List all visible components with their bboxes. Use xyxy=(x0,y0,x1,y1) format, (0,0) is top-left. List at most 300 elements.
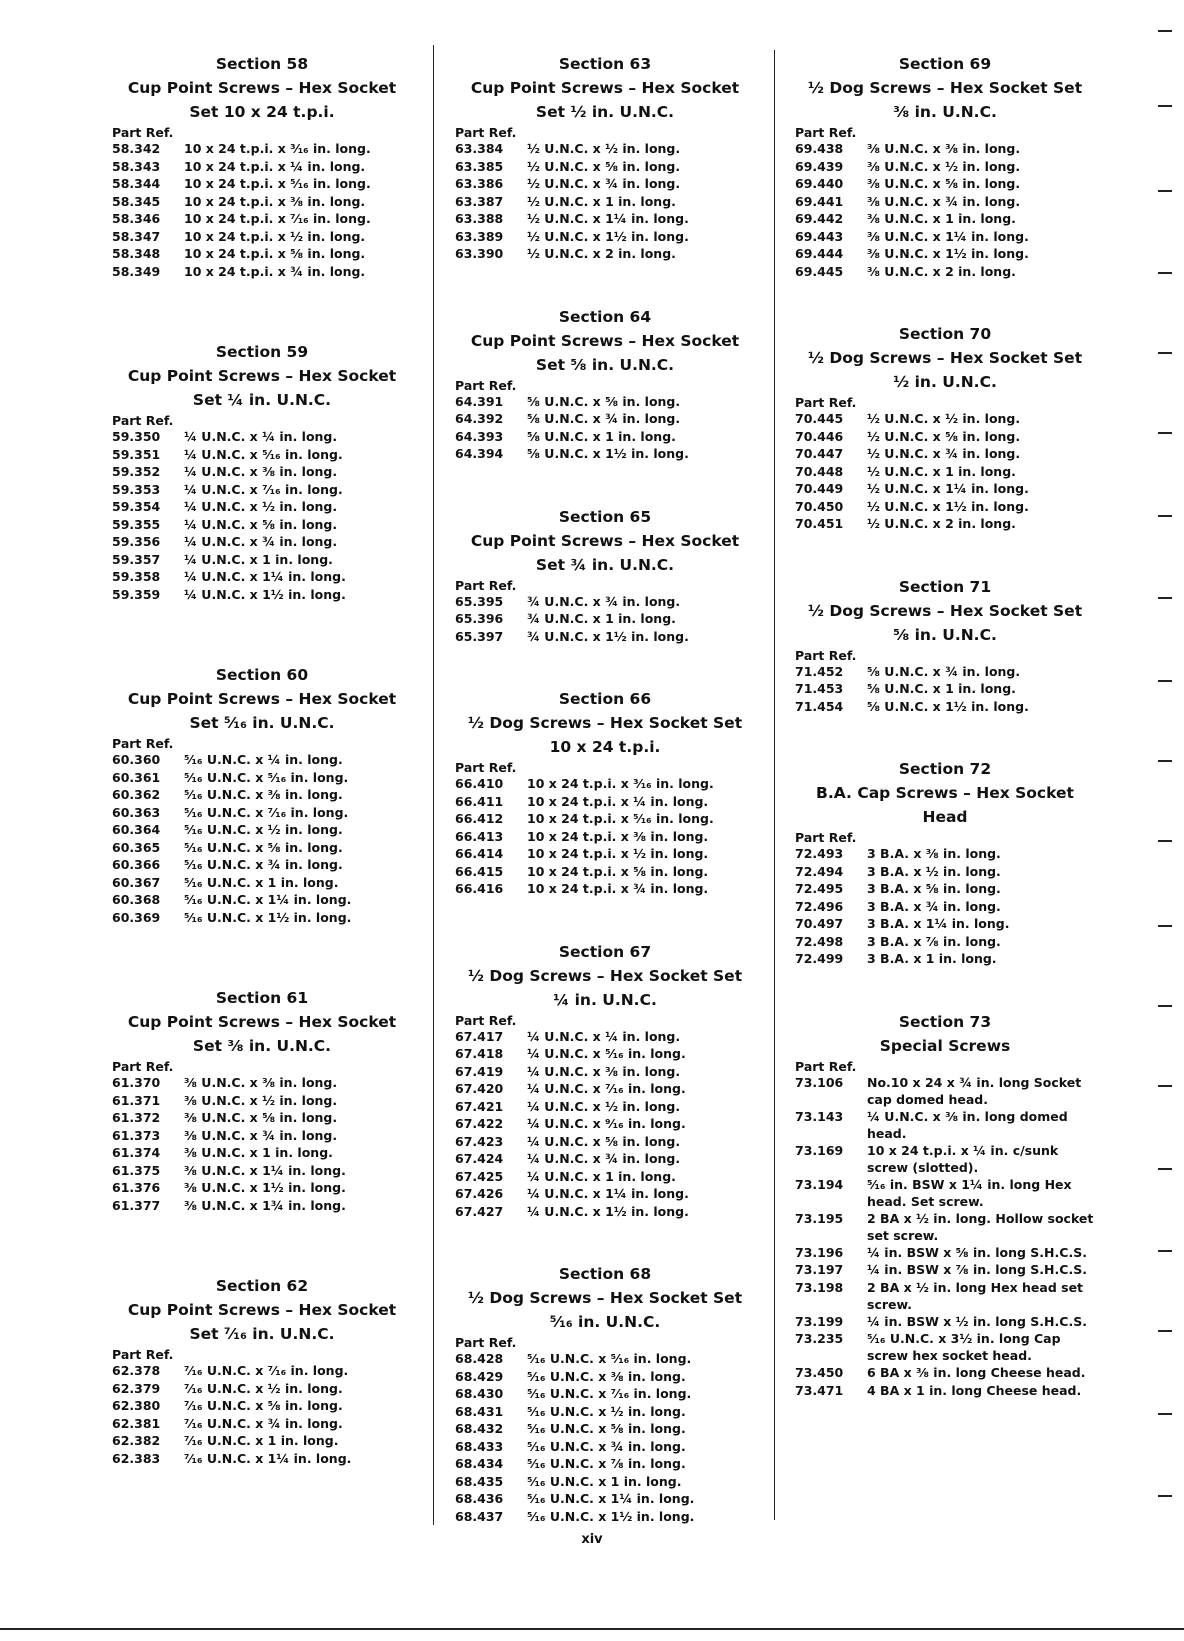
section xyxy=(795,575,1095,716)
part-description: 10 x 24 t.p.i. x ½ in. long. xyxy=(527,846,709,861)
part-ref: 67.422 xyxy=(455,1116,504,1131)
part-row xyxy=(112,1450,412,1468)
section-title-line: Cup Point Screws – Hex Socket xyxy=(470,79,740,97)
part-ref: 69.438 xyxy=(795,141,844,156)
part-description: ⅜ U.N.C. x 1 in. long. xyxy=(184,1145,333,1160)
part-ref: 71.454 xyxy=(795,698,844,714)
part-row xyxy=(795,1074,1095,1108)
part-description: ¼ U.N.C. x 1 in. long. xyxy=(184,551,333,567)
part-ref-label: Part Ref. xyxy=(455,1335,517,1350)
part-description: ⁵⁄₁₆ U.N.C. x ⅜ in. long. xyxy=(527,1368,686,1384)
margin-tick xyxy=(1158,1495,1172,1497)
part-description: 10 x 24 t.p.i. x ¾ in. long. xyxy=(184,263,366,279)
section-title-line: Cup Point Screws – Hex Socket xyxy=(127,1013,397,1031)
part-description: ⁵⁄₁₆ U.N.C. x ½ in. long. xyxy=(527,1403,686,1419)
section-number: Section 69 xyxy=(898,55,992,73)
section-gap xyxy=(112,603,412,661)
part-row xyxy=(455,1490,755,1508)
part-row xyxy=(455,140,755,158)
part-ref-label: Part Ref. xyxy=(455,577,517,593)
part-row xyxy=(112,210,412,228)
part-row xyxy=(795,845,1095,863)
part-description: ¼ U.N.C. x ⁷⁄₁₆ in. long. xyxy=(527,1081,686,1096)
part-row xyxy=(795,480,1095,498)
section-title-line: Set ⁵⁄₁₆ in. U.N.C. xyxy=(189,714,335,732)
part-ref-label: Part Ref. xyxy=(795,647,857,663)
margin-tick xyxy=(1158,1250,1172,1252)
part-ref: 70.446 xyxy=(795,428,844,444)
part-description: ⁵⁄₁₆ in. BSW x 1¼ in. long Hex head. Set screw. xyxy=(867,1176,1072,1209)
margin-tick xyxy=(1158,1085,1172,1087)
part-ref: 58.349 xyxy=(112,263,161,279)
part-description: ¼ U.N.C. x 1¼ in. long. xyxy=(527,1186,689,1201)
part-row xyxy=(455,228,755,246)
part-row xyxy=(112,463,412,481)
part-ref: 61.372 xyxy=(112,1110,161,1125)
part-row xyxy=(795,1261,1095,1279)
part-description: ¼ in. BSW x ½ in. long S.H.C.S. xyxy=(867,1313,1087,1329)
section xyxy=(112,1274,412,1467)
part-ref: 68.437 xyxy=(455,1508,504,1524)
part-ref: 67.426 xyxy=(455,1186,504,1201)
part-ref: 67.425 xyxy=(455,1168,504,1184)
part-row xyxy=(795,245,1095,263)
part-description: ¼ in. BSW x ⅞ in. long S.H.C.S. xyxy=(867,1262,1087,1277)
part-row xyxy=(455,1438,755,1456)
part-description: ½ U.N.C. x ⅝ in. long. xyxy=(527,158,681,174)
part-row xyxy=(795,1330,1095,1364)
section xyxy=(455,1262,755,1525)
part-row xyxy=(795,933,1095,951)
part-ref-label: Part Ref. xyxy=(112,1059,174,1074)
part-ref: 73.195 xyxy=(795,1210,844,1226)
part-row xyxy=(112,769,412,787)
part-row xyxy=(455,863,755,881)
part-ref: 63.384 xyxy=(455,141,504,156)
part-ref: 66.416 xyxy=(455,881,504,896)
part-ref: 60.366 xyxy=(112,857,161,872)
margin-tick xyxy=(1158,432,1172,434)
part-row xyxy=(795,915,1095,933)
part-ref: 69.439 xyxy=(795,158,844,174)
part-description: ⅜ U.N.C. x 1½ in. long. xyxy=(867,246,1029,261)
part-row xyxy=(112,140,412,158)
part-description: ⅝ U.N.C. x 1½ in. long. xyxy=(527,446,689,461)
margin-tick xyxy=(1158,680,1172,682)
part-description: ⁵⁄₁₆ U.N.C. x 1½ in. long. xyxy=(184,909,352,925)
part-row xyxy=(455,1420,755,1438)
part-row xyxy=(112,175,412,193)
section-gap xyxy=(795,280,1095,320)
section-gap xyxy=(112,1214,412,1272)
part-ref: 61.373 xyxy=(112,1127,161,1143)
part-description: ¼ in. BSW x ⅝ in. long S.H.C.S. xyxy=(867,1244,1087,1260)
part-row xyxy=(455,1473,755,1491)
part-ref: 72.494 xyxy=(795,863,844,879)
part-description: ⁵⁄₁₆ U.N.C. x 1 in. long. xyxy=(184,874,339,890)
part-ref: 61.377 xyxy=(112,1197,161,1213)
part-description: ⁷⁄₁₆ U.N.C. x 1 in. long. xyxy=(184,1433,339,1448)
part-ref: 68.428 xyxy=(455,1351,504,1366)
part-ref: 65.395 xyxy=(455,593,504,609)
part-row xyxy=(455,610,755,628)
part-ref: 69.443 xyxy=(795,228,844,244)
part-description: 10 x 24 t.p.i. x ³⁄₁₆ in. long. xyxy=(184,141,371,156)
part-ref: 59.358 xyxy=(112,569,161,584)
part-row xyxy=(455,1150,755,1168)
part-row xyxy=(795,263,1095,281)
part-row xyxy=(455,1063,755,1081)
section-title-line: ¼ in. U.N.C. xyxy=(553,990,657,1009)
part-ref: 62.381 xyxy=(112,1415,161,1431)
part-ref: 68.430 xyxy=(455,1386,504,1401)
part-row xyxy=(455,1098,755,1116)
part-ref: 59.353 xyxy=(112,481,161,497)
part-ref: 63.390 xyxy=(455,246,504,261)
section-number: Section 58 xyxy=(215,55,309,73)
part-ref: 58.346 xyxy=(112,211,161,226)
part-row xyxy=(112,533,412,551)
part-row xyxy=(455,445,755,463)
part-ref: 72.496 xyxy=(795,898,844,914)
part-row xyxy=(112,228,412,246)
part-ref-label: Part Ref. xyxy=(112,736,174,751)
section-number: Section 70 xyxy=(898,325,992,343)
part-ref: 67.417 xyxy=(455,1028,504,1044)
part-ref: 68.429 xyxy=(455,1368,504,1384)
part-row xyxy=(112,586,412,604)
section xyxy=(112,340,412,603)
part-description: ⁵⁄₁₆ U.N.C. x ⁵⁄₁₆ in. long. xyxy=(184,769,349,785)
part-row xyxy=(795,898,1095,916)
section xyxy=(455,52,755,263)
part-description: 3 B.A. x ½ in. long. xyxy=(867,863,1001,879)
part-description: 3 B.A. x 1¼ in. long. xyxy=(867,916,1010,931)
part-description: 2 BA x ½ in. long Hex head set screw. xyxy=(867,1279,1084,1312)
part-ref-label: Part Ref. xyxy=(795,830,857,845)
part-description: 10 x 24 t.p.i. x ⁷⁄₁₆ in. long. xyxy=(184,211,371,226)
part-ref: 60.365 xyxy=(112,839,161,855)
part-description: ⅜ U.N.C. x ½ in. long. xyxy=(867,158,1021,174)
part-ref: 62.379 xyxy=(112,1380,161,1396)
section-title-line: ½ Dog Screws – Hex Socket Set xyxy=(807,349,1083,367)
section-number: Section 64 xyxy=(558,307,652,326)
part-ref: 61.374 xyxy=(112,1145,161,1160)
section-title-line: Cup Point Screws – Hex Socket xyxy=(127,367,397,385)
column-3 xyxy=(795,50,1095,1399)
part-ref: 63.388 xyxy=(455,211,504,226)
section-title-line: ⅜ in. U.N.C. xyxy=(893,103,997,121)
margin-tick xyxy=(1158,1168,1172,1170)
section-gap xyxy=(455,463,755,503)
part-ref: 59.359 xyxy=(112,586,161,602)
part-ref: 69.444 xyxy=(795,246,844,261)
part-ref: 65.397 xyxy=(455,628,504,644)
part-ref: 64.391 xyxy=(455,393,504,409)
part-row xyxy=(112,1074,412,1092)
part-description: 10 x 24 t.p.i. x ½ in. long. xyxy=(184,228,366,244)
margin-tick xyxy=(1158,1005,1172,1007)
part-description: ¼ U.N.C. x 1½ in. long. xyxy=(527,1203,689,1219)
margin-tick xyxy=(1158,105,1172,107)
part-description: ½ U.N.C. x 1 in. long. xyxy=(527,193,676,209)
part-row xyxy=(795,410,1095,428)
part-row xyxy=(455,1133,755,1151)
part-ref: 66.414 xyxy=(455,846,504,861)
section xyxy=(795,757,1095,968)
part-ref: 68.432 xyxy=(455,1421,504,1436)
part-row xyxy=(795,193,1095,211)
part-ref: 62.383 xyxy=(112,1450,161,1466)
part-ref: 70.448 xyxy=(795,463,844,479)
part-ref-label: Part Ref. xyxy=(112,1347,174,1362)
margin-tick xyxy=(1158,760,1172,762)
part-ref-label: Part Ref. xyxy=(795,395,857,410)
section xyxy=(112,663,412,926)
part-description: ⁵⁄₁₆ U.N.C. x ¼ in. long. xyxy=(184,752,343,767)
part-ref: 70.449 xyxy=(795,481,844,496)
section-title-line: ½ Dog Screws – Hex Socket Set xyxy=(467,714,743,732)
column-2 xyxy=(455,50,755,1525)
part-description: ⅝ U.N.C. x ⅝ in. long. xyxy=(527,393,681,409)
part-row xyxy=(112,481,412,499)
part-ref: 68.433 xyxy=(455,1438,504,1454)
part-description: ⅝ U.N.C. x 1½ in. long. xyxy=(867,698,1029,714)
part-ref: 62.378 xyxy=(112,1363,161,1378)
section xyxy=(455,687,755,898)
part-row xyxy=(112,821,412,839)
part-description: ¼ U.N.C. x ⁹⁄₁₆ in. long. xyxy=(527,1116,686,1131)
part-row xyxy=(455,845,755,863)
part-description: ¼ U.N.C. x ⅝ in. long. xyxy=(527,1133,681,1149)
part-description: ½ U.N.C. x 1¼ in. long. xyxy=(867,481,1029,496)
part-ref: 60.362 xyxy=(112,787,161,802)
part-row xyxy=(795,228,1095,246)
part-description: ⁷⁄₁₆ U.N.C. x ¾ in. long. xyxy=(184,1415,343,1431)
part-description: ⁵⁄₁₆ U.N.C. x 1 in. long. xyxy=(527,1473,682,1489)
part-row xyxy=(112,1127,412,1145)
part-ref: 58.342 xyxy=(112,141,161,156)
part-row xyxy=(795,1176,1095,1210)
part-description: ½ U.N.C. x ¾ in. long. xyxy=(867,446,1021,461)
part-row xyxy=(455,828,755,846)
part-ref: 70.445 xyxy=(795,411,844,426)
part-ref: 73.197 xyxy=(795,1262,844,1277)
part-description: ⅜ U.N.C. x 1¼ in. long. xyxy=(867,228,1029,244)
part-row xyxy=(112,245,412,263)
part-description: 10 x 24 t.p.i. x ⅝ in. long. xyxy=(527,863,709,879)
part-description: ⁵⁄₁₆ U.N.C. x ⁷⁄₁₆ in. long. xyxy=(184,804,349,820)
part-description: 4 BA x 1 in. long Cheese head. xyxy=(867,1382,1082,1398)
part-row xyxy=(795,498,1095,516)
section-gap xyxy=(795,968,1095,1008)
part-description: ⁵⁄₁₆ U.N.C. x 1½ in. long. xyxy=(527,1508,695,1524)
section-number: Section 66 xyxy=(558,690,652,708)
part-description: ⅝ U.N.C. x ¾ in. long. xyxy=(867,663,1021,679)
part-ref: 72.499 xyxy=(795,951,844,966)
part-description: ½ U.N.C. x 1 in. long. xyxy=(867,463,1016,479)
part-row xyxy=(112,1179,412,1197)
part-row xyxy=(795,428,1095,446)
part-row xyxy=(795,1364,1095,1382)
margin-tick xyxy=(1158,190,1172,192)
part-ref: 71.452 xyxy=(795,663,844,679)
part-description: 3 B.A. x ⅞ in. long. xyxy=(867,933,1001,949)
part-row xyxy=(455,193,755,211)
part-ref: 70.497 xyxy=(795,916,844,931)
part-description: 10 x 24 t.p.i. x ⅝ in. long. xyxy=(184,246,366,261)
page-number: xiv xyxy=(581,1532,603,1547)
section-number: Section 67 xyxy=(558,942,652,961)
part-ref: 61.376 xyxy=(112,1180,161,1195)
part-ref: 73.450 xyxy=(795,1365,844,1380)
part-description: ¼ U.N.C. x ⅝ in. long. xyxy=(184,516,338,532)
margin-tick xyxy=(1158,1330,1172,1332)
part-ref-label: Part Ref. xyxy=(795,1058,857,1074)
section-number: Section 73 xyxy=(898,1012,992,1031)
part-row xyxy=(112,498,412,516)
part-ref: 58.347 xyxy=(112,228,161,244)
part-ref: 73.143 xyxy=(795,1108,844,1124)
part-ref: 59.356 xyxy=(112,534,161,549)
part-ref: 67.418 xyxy=(455,1046,504,1061)
part-row xyxy=(112,839,412,857)
part-description: ½ U.N.C. x ⅝ in. long. xyxy=(867,428,1021,444)
part-description: ⁷⁄₁₆ U.N.C. x ⅝ in. long. xyxy=(184,1398,343,1413)
part-description: ¼ U.N.C. x ⁵⁄₁₆ in. long. xyxy=(184,446,343,462)
part-row xyxy=(112,193,412,211)
part-row xyxy=(455,810,755,828)
section-number: Section 68 xyxy=(558,1265,652,1283)
part-description: ¼ U.N.C. x ⅜ in. long. xyxy=(184,464,338,479)
section-gap xyxy=(455,645,755,685)
part-description: 3 B.A. x 1 in. long. xyxy=(867,951,997,966)
part-description: ⅜ U.N.C. x ⅝ in. long. xyxy=(184,1110,338,1125)
part-row xyxy=(455,775,755,793)
part-row xyxy=(795,515,1095,533)
section-gap xyxy=(795,533,1095,573)
section-title-line: ½ Dog Screws – Hex Socket Set xyxy=(467,966,743,985)
part-ref-label: Part Ref. xyxy=(112,125,174,140)
part-row xyxy=(795,1279,1095,1313)
part-description: ¾ U.N.C. x 1½ in. long. xyxy=(527,628,689,644)
part-ref: 64.394 xyxy=(455,446,504,461)
part-description: ⅜ U.N.C. x ¾ in. long. xyxy=(184,1127,338,1143)
section-gap xyxy=(112,926,412,984)
part-row xyxy=(455,1045,755,1063)
bottom-rule xyxy=(0,1628,1184,1630)
part-description: 10 x 24 t.p.i. x ³⁄₁₆ in. long. xyxy=(527,776,714,791)
part-row xyxy=(795,663,1095,681)
part-ref: 60.369 xyxy=(112,909,161,925)
part-row xyxy=(795,863,1095,881)
part-description: ¾ U.N.C. x 1 in. long. xyxy=(527,611,676,626)
part-description: ¼ U.N.C. x ¼ in. long. xyxy=(527,1028,681,1044)
part-row xyxy=(455,1350,755,1368)
section-title-line: ⁵⁄₁₆ in. U.N.C. xyxy=(549,1313,661,1331)
margin-tick xyxy=(1158,352,1172,354)
part-description: ⅜ U.N.C. x ¾ in. long. xyxy=(867,193,1021,209)
part-description: 10 x 24 t.p.i. x ⅜ in. long. xyxy=(184,193,366,209)
section-gap xyxy=(455,898,755,938)
part-ref: 64.393 xyxy=(455,428,504,444)
part-ref: 72.495 xyxy=(795,881,844,896)
part-description: ¼ U.N.C. x 1 in. long. xyxy=(527,1168,676,1184)
part-ref: 63.385 xyxy=(455,158,504,174)
part-description: ⅝ U.N.C. x 1 in. long. xyxy=(527,428,676,444)
part-description: ½ U.N.C. x 2 in. long. xyxy=(867,516,1016,531)
part-ref: 59.354 xyxy=(112,499,161,514)
part-ref: 68.434 xyxy=(455,1456,504,1471)
part-row xyxy=(795,950,1095,968)
part-ref: 64.392 xyxy=(455,411,504,426)
part-ref: 73.169 xyxy=(795,1142,844,1158)
section-gap xyxy=(455,263,755,303)
part-row xyxy=(795,1313,1095,1331)
part-ref: 66.412 xyxy=(455,811,504,826)
part-ref: 58.345 xyxy=(112,193,161,209)
part-ref-label: Part Ref. xyxy=(795,125,857,140)
part-ref: 58.343 xyxy=(112,158,161,174)
part-ref: 73.235 xyxy=(795,1331,844,1346)
section-number: Section 72 xyxy=(898,760,992,778)
part-ref: 72.498 xyxy=(795,933,844,949)
part-row xyxy=(795,1108,1095,1142)
part-description: ⁵⁄₁₆ U.N.C. x ⁷⁄₁₆ in. long. xyxy=(527,1386,692,1401)
part-description: ⁵⁄₁₆ U.N.C. x ½ in. long. xyxy=(184,822,343,837)
part-ref: 67.427 xyxy=(455,1203,504,1219)
margin-tick xyxy=(1158,840,1172,842)
part-row xyxy=(795,210,1095,228)
part-row xyxy=(455,880,755,898)
part-description: ⁵⁄₁₆ U.N.C. x 1¼ in. long. xyxy=(184,892,352,907)
part-row xyxy=(455,1508,755,1526)
section-title-line: Head xyxy=(922,808,968,826)
part-row xyxy=(112,856,412,874)
part-ref: 59.352 xyxy=(112,464,161,479)
part-row xyxy=(112,1397,412,1415)
part-row xyxy=(112,1362,412,1380)
part-ref: 67.419 xyxy=(455,1063,504,1079)
section-number: Section 65 xyxy=(558,507,652,526)
part-ref: 59.350 xyxy=(112,429,161,444)
part-row xyxy=(455,1203,755,1221)
part-description: ¼ U.N.C. x ¾ in. long. xyxy=(527,1151,681,1166)
part-description: ⁵⁄₁₆ U.N.C. x ⁵⁄₁₆ in. long. xyxy=(527,1351,692,1366)
part-description: ½ U.N.C. x 1¼ in. long. xyxy=(527,211,689,226)
part-description: ⅜ U.N.C. x 1½ in. long. xyxy=(184,1180,346,1195)
section-title-line: Cup Point Screws – Hex Socket xyxy=(127,79,397,97)
part-ref: 59.351 xyxy=(112,446,161,462)
part-description: 3 B.A. x ¾ in. long. xyxy=(867,898,1001,914)
part-row xyxy=(112,804,412,822)
section-title-line: ½ Dog Screws – Hex Socket Set xyxy=(467,1289,743,1307)
part-ref: 70.450 xyxy=(795,498,844,514)
part-ref: 60.368 xyxy=(112,892,161,907)
part-description: ½ U.N.C. x ½ in. long. xyxy=(527,141,681,156)
part-description: ¼ U.N.C. x ¼ in. long. xyxy=(184,429,338,444)
margin-tick xyxy=(1158,1413,1172,1415)
part-row xyxy=(112,568,412,586)
part-ref: 73.194 xyxy=(795,1176,844,1192)
part-description: ¼ U.N.C. x ⁷⁄₁₆ in. long. xyxy=(184,481,343,497)
part-description: ¼ U.N.C. x ¾ in. long. xyxy=(184,534,338,549)
part-description: ¾ U.N.C. x ¾ in. long. xyxy=(527,593,681,609)
part-row xyxy=(112,909,412,927)
part-ref: 67.421 xyxy=(455,1098,504,1114)
part-row xyxy=(112,263,412,281)
part-ref: 61.371 xyxy=(112,1092,161,1108)
